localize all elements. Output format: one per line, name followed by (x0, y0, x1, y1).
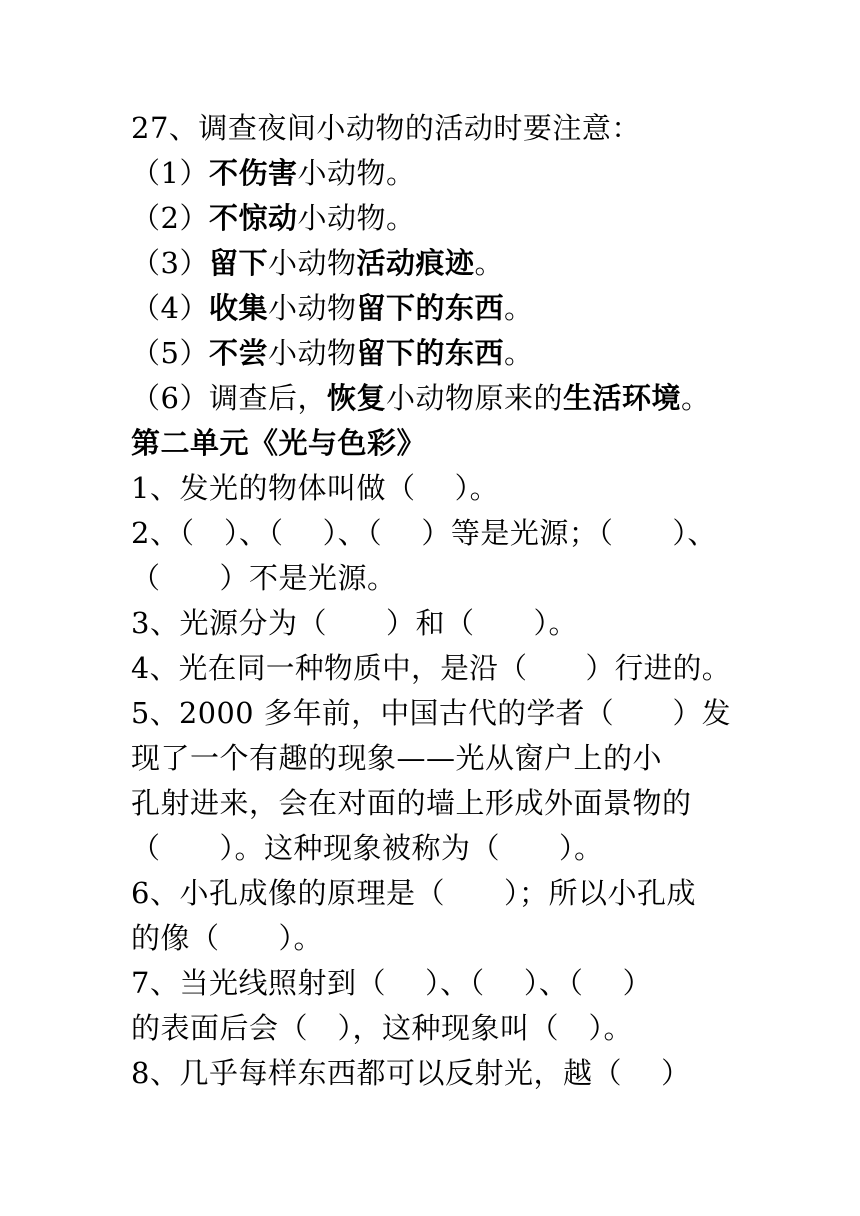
note-item-2: （2）不惊动小动物。 (131, 201, 416, 235)
question-7-line-1: 7、当光线照射到（ ）、（ ）、（ ） (131, 966, 653, 1000)
question-5-line-4: （ ）。这种现象被称为（ ）。 (131, 831, 604, 865)
note-item-1: （1）不伤害小动物。 (131, 156, 416, 190)
question-5-line-2: 现了一个有趣的现象——光从窗户上的小 (131, 741, 663, 775)
question-2-line-2: （ ）不是光源。 (131, 561, 397, 595)
question-5-line-3: 孔射进来，会在对面的墙上形成外面景物的 (131, 786, 692, 820)
question-5-line-1: 5、2000 多年前，中国古代的学者（ ）发 (131, 696, 731, 730)
question-6-line-2: 的像（ ）。 (131, 921, 324, 955)
note-item-4: （4）收集小动物留下的东西。 (131, 291, 534, 325)
question-2-line-1: 2、（ ）、（ ）、（ ）等是光源；（ ）、 (131, 516, 717, 550)
question-3: 3、光源分为（ ）和（ ）。 (131, 606, 578, 640)
unit-heading: 第二单元《光与色彩》 (131, 426, 427, 460)
question-7-line-2: 的表面后会（ ），这种现象叫（ ）。 (131, 1011, 634, 1045)
question-27-title: 27、调查夜间小动物的活动时要注意： (131, 111, 641, 145)
document-page (131, 106, 731, 1096)
question-1: 1、发光的物体叫做（ ）。 (131, 471, 500, 505)
note-item-5: （5）不尝小动物留下的东西。 (131, 336, 534, 370)
question-4: 4、光在同一种物质中，是沿（ ）行进的。 (131, 651, 731, 685)
question-8-line-1: 8、几乎每样东西都可以反射光，越（ ） (131, 1056, 691, 1090)
note-item-6: （6）调查后，恢复小动物原来的生活环境。 (131, 381, 711, 415)
question-6-line-1: 6、小孔成像的原理是（ ）；所以小孔成 (131, 876, 696, 910)
note-item-3: （3）留下小动物活动痕迹。 (131, 246, 505, 280)
